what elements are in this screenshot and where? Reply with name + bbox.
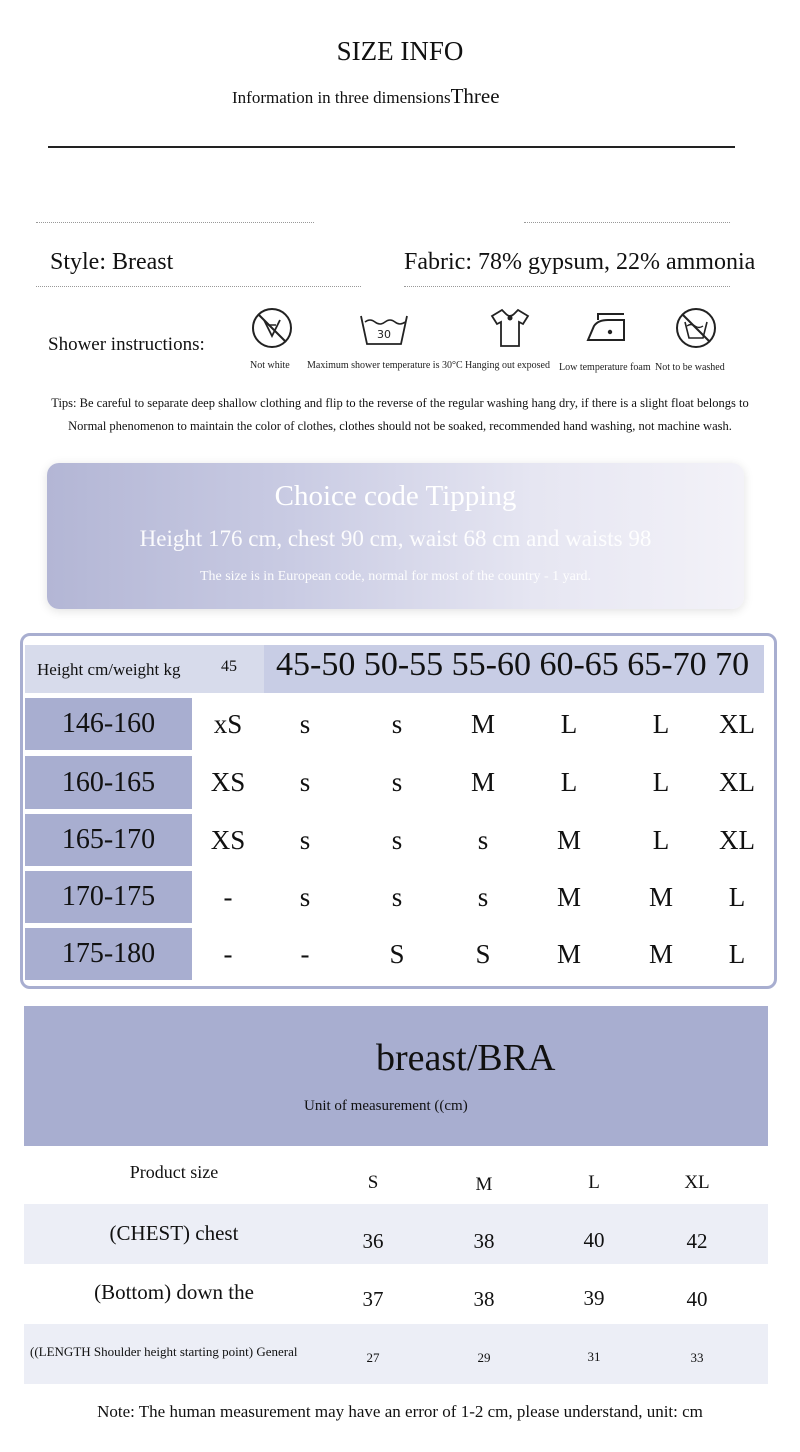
size-grid-cell: L xyxy=(652,767,670,797)
size-grid-height-cell: 175-180 xyxy=(25,928,192,980)
care-tips xyxy=(20,392,780,438)
tipping-banner xyxy=(47,463,744,609)
size-grid-cell: s xyxy=(391,882,403,912)
size-grid-cell: M xyxy=(648,939,673,969)
bra-head-size: XL xyxy=(684,1172,710,1193)
bra-head-label: Product size xyxy=(129,1162,219,1182)
size-grid-cell: s xyxy=(299,709,311,739)
size-grid-header-ranges: 45-50 50-55 55-60 60-65 65-70 70 xyxy=(276,646,750,683)
size-grid-cell: M xyxy=(648,882,673,912)
size-grid-cell: L xyxy=(652,825,670,855)
bra-cell: 42 xyxy=(686,1229,708,1253)
hang-dry-icon xyxy=(486,306,532,350)
bra-cell: 33 xyxy=(690,1350,704,1365)
bra-row-label: (CHEST) chest xyxy=(109,1221,239,1245)
size-grid-height-cell: 165-170 xyxy=(25,814,192,866)
subtitle-text: Information in three dimensions xyxy=(232,88,451,107)
size-grid-cell: L xyxy=(728,939,746,969)
size-grid-cell: s xyxy=(299,767,311,797)
size-grid-cell: s xyxy=(391,767,403,797)
care-caption: Hanging out exposed xyxy=(465,360,550,371)
tips-line: Normal phenomenon to maintain the color of clothes, clothes should not be soaked, recommended hand washing, not machine wash. xyxy=(68,419,732,433)
bra-row-label: ((LENGTH Shoulder height starting point) General xyxy=(30,1344,298,1359)
page-title: SIZE INFO xyxy=(336,36,464,66)
size-grid-header-first: 45 xyxy=(221,658,237,675)
dotted-divider xyxy=(36,286,361,287)
size-grid-cell: s xyxy=(477,825,489,855)
bra-cell: 40 xyxy=(686,1287,708,1311)
size-grid-cell: s xyxy=(477,882,489,912)
no-wash-icon xyxy=(673,306,719,350)
care-caption: Maximum shower temperature is 30°C xyxy=(307,360,463,371)
size-grid-cell: M xyxy=(556,882,581,912)
dotted-divider xyxy=(524,222,730,223)
bra-cell: 37 xyxy=(362,1287,384,1311)
size-grid-cell: L xyxy=(652,709,670,739)
size-grid-cell: s xyxy=(391,709,403,739)
size-grid-cell: s xyxy=(299,825,311,855)
size-grid-cell: S xyxy=(475,939,491,969)
subtitle-extra: Three xyxy=(450,84,500,108)
size-grid-header-label: Height cm/weight kg xyxy=(37,660,181,679)
care-caption: Low temperature foam xyxy=(559,362,651,373)
bra-head-size: L xyxy=(588,1172,600,1193)
size-grid-cell: L xyxy=(560,767,578,797)
size-grid-cell: S xyxy=(389,939,405,969)
size-grid-height-cell: 160-165 xyxy=(25,756,192,809)
bra-cell: 39 xyxy=(583,1286,605,1310)
size-grid-cell: XS xyxy=(210,767,246,797)
svg-text:30: 30 xyxy=(377,328,391,341)
bra-row-label: (Bottom) down the xyxy=(94,1280,254,1304)
fabric-label: Fabric: 78% gypsum, 22% ammonia xyxy=(404,249,756,275)
care-caption: Not white xyxy=(250,360,290,371)
size-grid-height-cell: 146-160 xyxy=(25,698,192,750)
bra-cell: 27 xyxy=(366,1350,380,1365)
size-grid-cell: - xyxy=(300,939,310,969)
bra-cell: 29 xyxy=(477,1350,491,1365)
bra-cell: 38 xyxy=(473,1229,495,1253)
size-grid-cell: M xyxy=(556,825,581,855)
iron-low-icon xyxy=(584,306,630,350)
care-title: Shower instructions: xyxy=(48,334,205,355)
size-grid-cell: s xyxy=(299,882,311,912)
bra-cell: 38 xyxy=(473,1287,495,1311)
dotted-divider xyxy=(36,222,314,223)
size-grid-cell: XL xyxy=(719,709,755,739)
bra-cell: 31 xyxy=(587,1349,601,1364)
page-subtitle xyxy=(232,84,500,109)
bra-table-unit: Unit of measurement ((cm) xyxy=(304,1098,468,1114)
size-grid-cell: - xyxy=(223,882,233,912)
header-divider xyxy=(48,146,735,148)
row-divider xyxy=(25,867,192,870)
row-divider xyxy=(25,810,192,813)
bra-head-size: S xyxy=(367,1172,379,1193)
size-grid-cell: L xyxy=(560,709,578,739)
tipping-model-info: Height 176 cm, chest 90 cm, waist 68 cm and waists 98 xyxy=(139,526,652,551)
dotted-divider xyxy=(404,286,730,287)
tipping-title: Choice code Tipping xyxy=(274,480,517,512)
size-grid-cell: XS xyxy=(210,825,246,855)
bra-head-size: M xyxy=(475,1174,493,1195)
size-grid-cell: xS xyxy=(213,709,243,739)
bra-table-title: breast/BRA xyxy=(376,1037,556,1079)
measurement-note: Note: The human measurement may have an error of 1-2 cm, please understand, unit: cm xyxy=(97,1402,703,1421)
tipping-size-note: The size is in European code, normal for most of the country - 1 yard. xyxy=(199,569,592,584)
size-grid-cell: M xyxy=(470,767,495,797)
size-grid-cell: s xyxy=(391,825,403,855)
tips-line: Tips: Be careful to separate deep shallow clothing and flip to the reverse of the regular washing hang dry, if there is a slight float belongs to xyxy=(51,396,749,410)
care-caption: Not to be washed xyxy=(655,362,725,373)
size-grid-cell: L xyxy=(728,882,746,912)
row-divider xyxy=(25,924,192,927)
size-grid-cell: XL xyxy=(719,825,755,855)
size-grid-cell: - xyxy=(223,939,233,969)
bra-cell: 36 xyxy=(362,1229,384,1253)
style-label: Style: Breast xyxy=(50,249,174,275)
size-grid-cell: M xyxy=(556,939,581,969)
row-divider xyxy=(25,751,192,754)
size-grid-height-cell: 170-175 xyxy=(25,871,192,923)
size-grid-cell: M xyxy=(470,709,495,739)
bra-cell: 40 xyxy=(583,1228,605,1252)
size-grid-cell: XL xyxy=(719,767,755,797)
no-bleach-icon xyxy=(249,306,295,350)
wash-temperature-icon xyxy=(357,306,403,350)
